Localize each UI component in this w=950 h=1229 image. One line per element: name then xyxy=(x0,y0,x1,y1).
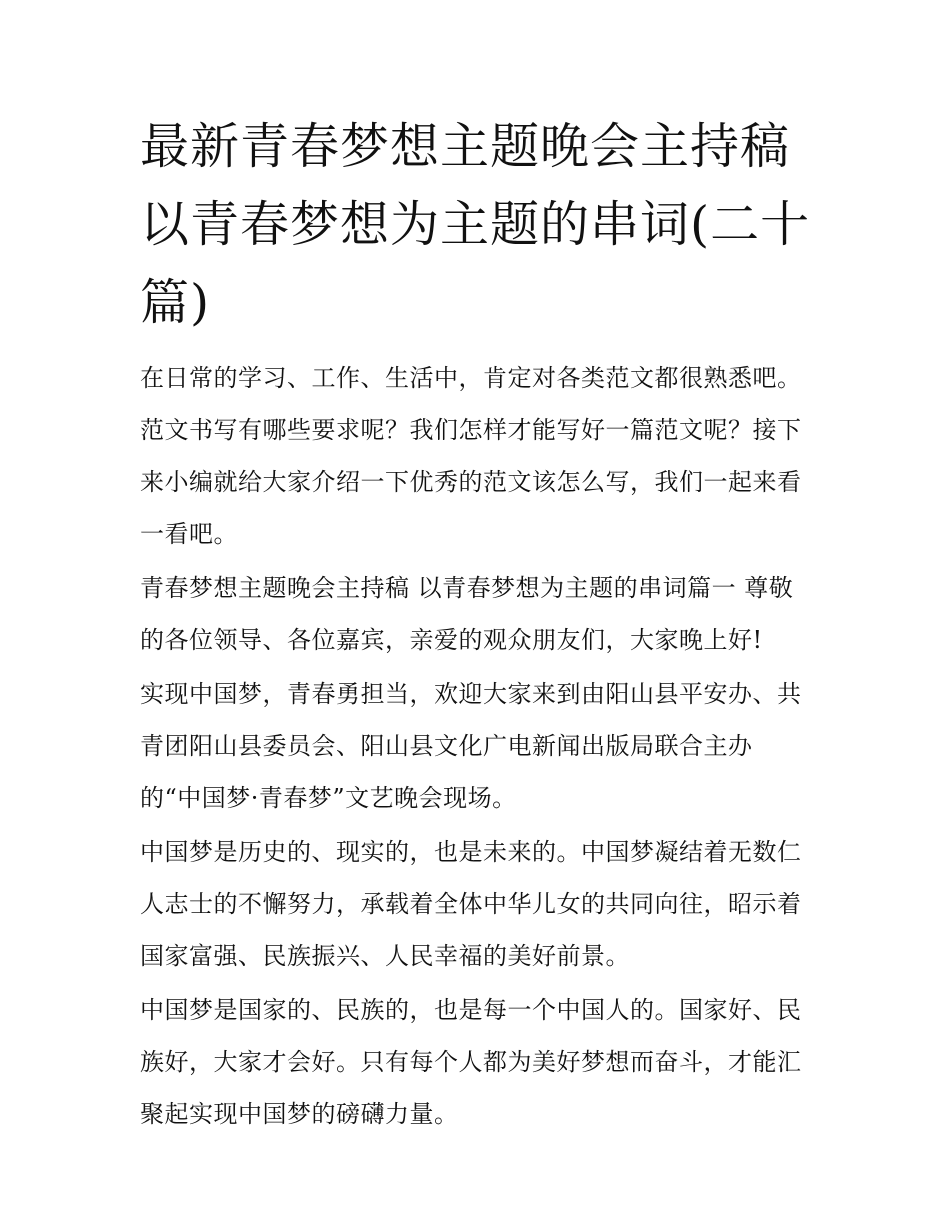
text-line: 一看吧。 xyxy=(140,520,238,548)
text-line: 范文书写有哪些要求呢？我们怎样才能写好一篇范文呢？接下 xyxy=(140,416,802,444)
welcome-paragraph xyxy=(140,668,812,824)
text-line: 中国梦是历史的、现实的，也是未来的。中国梦凝结着无数仁 xyxy=(140,838,802,866)
text-line: 实现中国梦，青春勇担当，欢迎大家来到由阳山县平安办、共 xyxy=(140,680,802,708)
text-line: 族好，大家才会好。只有每个人都为美好梦想而奋斗，才能汇 xyxy=(140,1048,802,1076)
title-line: 以青春梦想为主题的串词(二十 xyxy=(140,196,811,253)
text-line: 聚起实现中国梦的磅礴力量。 xyxy=(140,1100,459,1128)
text-line: 国家富强、民族振兴、人民幸福的美好前景。 xyxy=(140,942,630,970)
nation-paragraph xyxy=(140,984,812,1140)
text-line: 中国梦是国家的、民族的，也是每一个中国人的。国家好、民 xyxy=(140,996,802,1024)
title-line: 最新青春梦想主题晚会主持稿 xyxy=(140,118,791,175)
title-line: 篇) xyxy=(140,274,211,331)
text-line: 青春梦想主题晚会主持稿 以青春梦想为主题的串词篇一 尊敬 xyxy=(140,574,794,602)
text-line: 青团阳山县委员会、阳山县文化广电新闻出版局联合主办 xyxy=(140,732,753,760)
document-title xyxy=(140,108,812,342)
greeting-paragraph xyxy=(140,562,812,666)
text-line: 的“中国梦·青春梦”文艺晚会现场。 xyxy=(140,784,517,812)
intro-paragraph xyxy=(140,352,812,560)
document-page xyxy=(140,108,812,1142)
text-line: 的各位领导、各位嘉宾，亲爱的观众朋友们，大家晚上好! xyxy=(140,626,763,654)
history-paragraph xyxy=(140,826,812,982)
text-line: 人志士的不懈努力，承载着全体中华儿女的共同向往，昭示着 xyxy=(140,890,802,918)
text-line: 来小编就给大家介绍一下优秀的范文该怎么写，我们一起来看 xyxy=(140,468,802,496)
text-line: 在日常的学习、工作、生活中，肯定对各类范文都很熟悉吧。 xyxy=(140,364,802,392)
